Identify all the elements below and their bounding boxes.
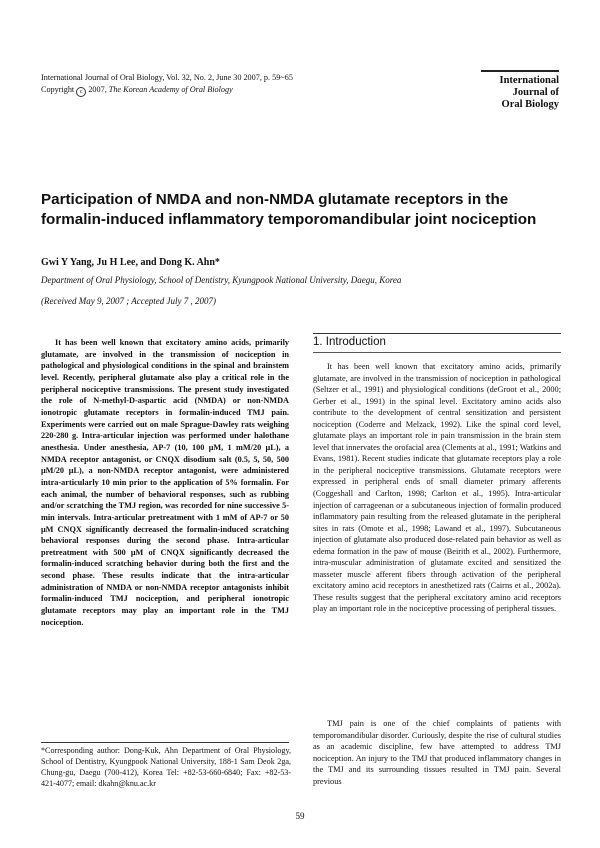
journal-box-line: International — [499, 75, 559, 86]
copyright-prefix: Copyright — [41, 84, 77, 94]
received-dates: (Received May 9, 2007 ; Accepted July 7 , 2007) — [41, 296, 217, 306]
section-divider — [313, 333, 561, 334]
journal-name-box — [481, 70, 559, 111]
journal-line: International Journal of Oral Biology, Vol. 32, No. 2, June 30 2007, p. 59~65 — [41, 73, 293, 82]
journal-box-line: Journal of — [512, 87, 559, 98]
corresponding-author-footnote: *Corresponding author: Dong-Kuk, Ahn Department of Oral Physiology, School of Dentistry, Kyungpook National University, 188-1 Sam Deok 2ga, Chung-gu, Daegu (700-412), Korea Tel: +82-53-660-6840; Fax: +82-53-421-4077; email: dkahn@knu.ac.kr — [41, 746, 291, 788]
intro-paragraph: It has been well known that excitatory amino acids, primarily glutamate, are involved in the transmission of nociception in pathological (Seltzer et al., 1991) and physiological conditions (deGroot et al., 2000; Gerber et al., 1991) in the spinal level. Excitatory amino acids also contribute to the development of central sensitization and persistent nociception (Coderre and Melzack, 1992). Like the spinal cord level, glutamate plays an important role in pain transmission in the brain stem level that innervates the orofacial area (Clements at al., 1991; Watkins and Evans, 1981). Recent studies indicate that glutamate receptors play a role in the peripheral nociceptive transmissions. Glutamate receptors were expressed in peripheral ends of small diameter primary afferents (Coggeshall and Carlton, 1998; Carlton et al., 1995). Intra-articular injection of carrageenan or a subcutaneous injection of formalin produced inflammatory pain resulting from the released glutamate in the peripheral sites in rats (Omote et al., 1998; Lawand et al., 1997). Subcutaneous injection of glutamate also produced dose-related pain behavior as well as edema formation in the paw of mouse (Beirith et al., 2002). Furthermore, intra-muscular administration of glutamate excited and sensitized the masseter muscle afferent fibers through activation of the peripheral excitatory amino acid receptors in anesthetized rats (Cairns et al., 2002a). These results suggest that the peripheral excitatory amino acid receptors play an important role in the nociceptive processing of peripheral tissues. — [313, 362, 561, 614]
footnote-divider — [41, 742, 289, 743]
copyright-year: 2007, — [86, 84, 109, 94]
article-title: Participation of NMDA and non-NMDA glutamate receptors in the formalin-induced inflammatory temporomandibular joint nociception — [41, 191, 537, 228]
section-divider — [313, 352, 561, 353]
copyright-line — [41, 84, 461, 97]
journal-box-line: Oral Biology — [501, 99, 559, 110]
affiliation: Department of Oral Physiology, School of Dentistry, Kyungpook National University, Daegu, Korea — [41, 275, 402, 285]
copyright-icon: c — [76, 87, 86, 97]
page-number: 59 — [295, 811, 305, 821]
intro-paragraph: TMJ pain is one of the chief complaints of patients with temporomandibular disorder. Curiously, despite the rise of cultural studies as an academic discipline, few have attempted to address TMJ nociception. An injury to the TMJ that produced inflammatory changes in the TMJ and its surrounding tissues resulted in TMJ pain. Several previous — [313, 719, 561, 786]
copyright-holder: The Korean Academy of Oral Biology — [108, 84, 233, 94]
authors: Gwi Y Yang, Ju H Lee, and Dong K. Ahn* — [41, 257, 220, 268]
abstract: It has been well known that excitatory amino acids, primarily glutamate, are involved in the transmission of nociception in pathological and physiological conditions in the spinal and brainstem level. Recently, peripheral glutamate also play a critical role in the peripheral nociceptive transmissions. The present study investigated the role of N-methyl-D-aspartic acid (NMDA) or non-NMDA ionotropic glutamate receptors in formalin-induced TMJ pain. Experiments were carried out on male Sprague-Dawley rats weighing 220-280 g. Intra-articular injection was performed under halothane anesthesia. Under anesthesia, AP-7 (10, 100 μM, 1 mM/20 μL), a NMDA receptor antagonist, or CNQX disodium salt (0.5, 5, 50, 500 μM/20 μL), a non-NMDA receptor antagonist, were administered intra-articularly 10 min prior to the application of 5% formalin. For each animal, the number of behavioral responses, such as rubbing and/or scratching the TMJ region, was recorded for nine successive 5-min intervals. Intra-articular pretreatment with 1 mM of AP-7 or 50 μM CNQX significantly decreased the formalin-induced scratching behavioral responses during the second phase. Intra-articular pretreatment with 500 μM of CNQX significantly decreased the formalin-induced scratching behavior during both the first and the second phase. These results indicate that the intra-articular administration of NMDA or non-NMDA receptor antagonists inhibit formalin-induced TMJ nociception, and peripheral ionotropic glutamate receptors may play an important role in the TMJ nociception. — [41, 338, 289, 627]
journal-citation — [41, 72, 461, 97]
section-heading: 1. Introduction — [313, 336, 386, 348]
